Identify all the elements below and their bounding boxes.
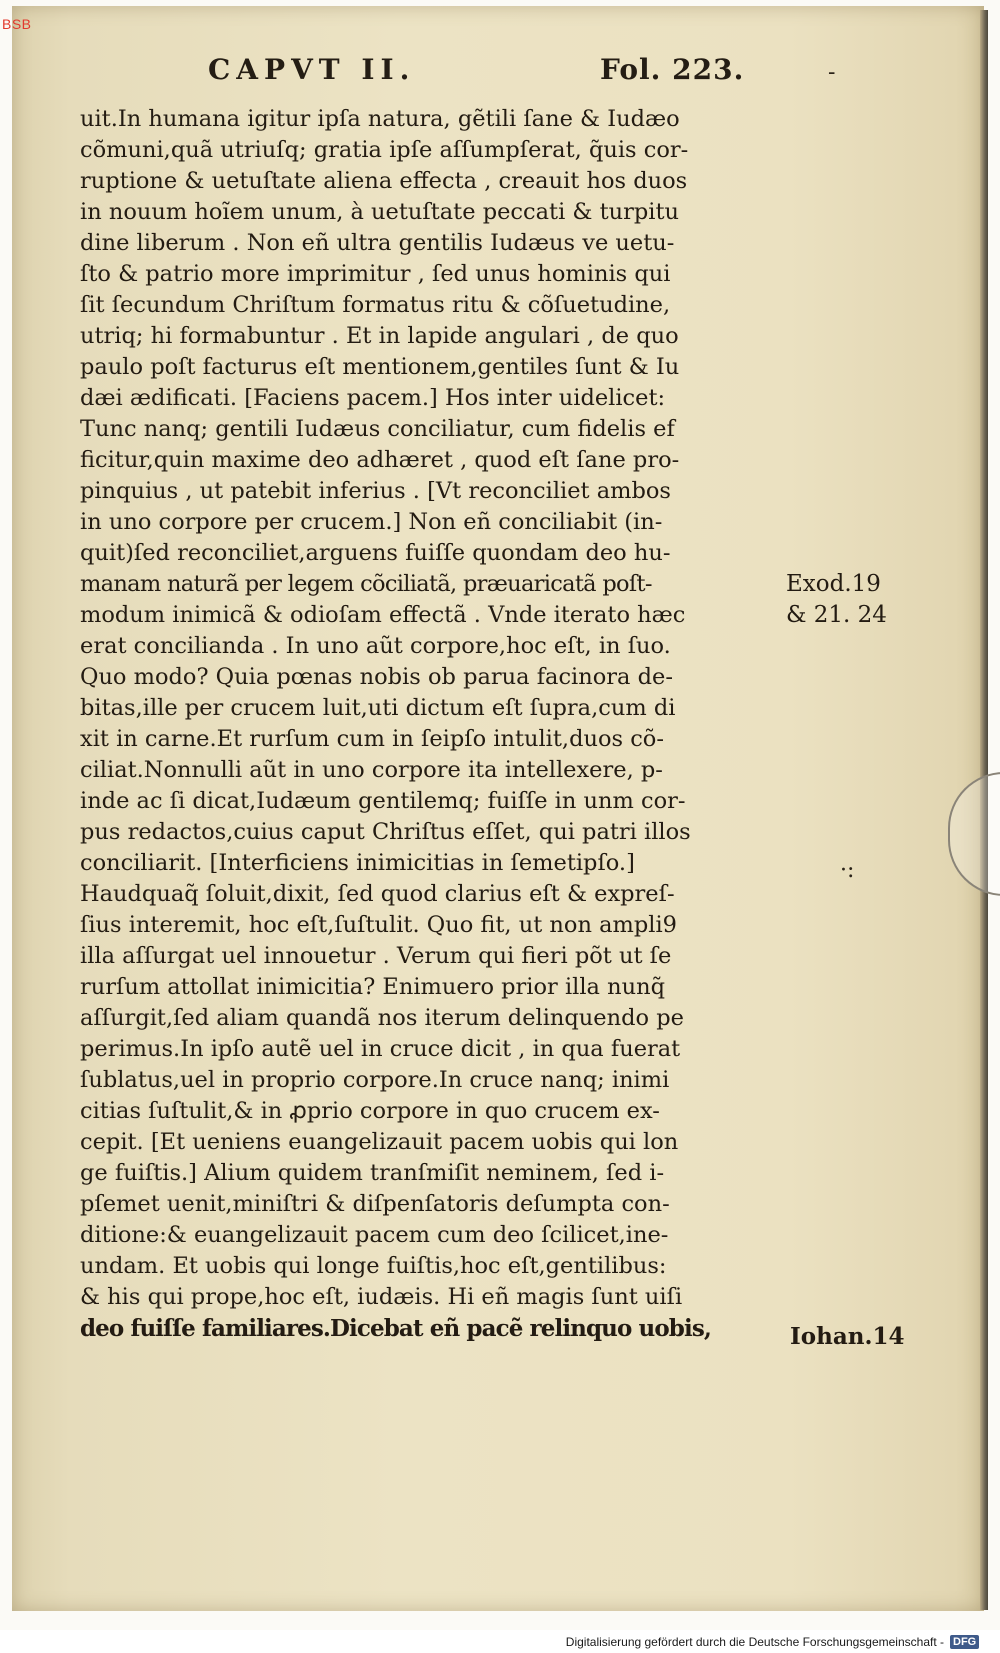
text-line: uit.In humana igitur ipſa natura, gẽtili ſane & Iudæo bbox=[80, 106, 680, 132]
text-line: Tunc nanq; gentili Iudæus conciliatur, cum fidelis ef bbox=[80, 416, 675, 442]
margin-note-exod: Exod.19 bbox=[786, 571, 881, 597]
chapter-heading: CAPVT II. bbox=[208, 53, 416, 86]
text-line: utriq; hi formabuntur . Et in lapide angulari , de quo bbox=[80, 323, 679, 349]
text-line: in nouum hoĩem unum, à uetuſtate peccati & turpitu bbox=[80, 199, 680, 225]
text-line: illa aſſurgat uel innouetur . Verum qui fieri põt ut ſe bbox=[80, 943, 672, 969]
text-line: ruptione & uetuſtate aliena effecta , creauit hos duos bbox=[80, 168, 688, 194]
text-line: cepit. [Et ueniens euangelizauit pacem uobis qui lon bbox=[80, 1129, 679, 1155]
margin-note-johan: Iohan.14 bbox=[790, 1323, 905, 1350]
text-line: deo fuiſſe familiares.Dicebat eñ pacẽ relinquo uobis, bbox=[80, 1315, 711, 1342]
text-line: citias ſuſtulit,& in ꝓprio corpore in quo crucem ex- bbox=[80, 1098, 660, 1124]
text-line: cõmuni,quã utriuſq; gratia ipſe aſſumpſerat, q̃uis cor- bbox=[80, 137, 689, 163]
text-line: ſublatus,uel in proprio corpore.In cruce nanq; inimi bbox=[80, 1067, 670, 1093]
text-line: pus redactos,cuius caput Chriſtus eſſet, qui patri illos bbox=[80, 819, 691, 845]
header-dash: - bbox=[828, 60, 836, 85]
text-line: bitas,ille per crucem luit,uti dictum eſt ſupra,cum di bbox=[80, 695, 676, 721]
text-line: ſius interemit, hoc eſt,ſuſtulit. Quo fit, ut non ampli9 bbox=[80, 912, 677, 938]
text-line: Haudquaq̃ ſoluit,dixit, ſed quod clarius eſt & expreſ- bbox=[80, 881, 675, 907]
text-line: paulo poſt facturus eſt mentionem,gentiles ſunt & Iu bbox=[80, 354, 680, 380]
text-line: in uno corpore per crucem.] Non eñ conciliabit (in- bbox=[80, 509, 663, 535]
text-line: undam. Et uobis qui longe fuiſtis,hoc eſt,gentilibus: bbox=[80, 1253, 667, 1279]
text-line: Quo modo? Quia pœnas nobis ob parua facinora de- bbox=[80, 664, 673, 690]
text-line: ditione:& euangelizauit pacem cum deo ſcilicet,ine- bbox=[80, 1222, 669, 1248]
text-line: modum inimicã & odioſam effectã . Vnde iterato hæc bbox=[80, 602, 686, 628]
text-line: pſemet uenit,miniſtri & diſpenſatoris deſumpta con- bbox=[80, 1191, 670, 1217]
footer-credit: Digitalisierung gefördert durch die Deutsche Forschungsgemeinschaft - bbox=[565, 1635, 944, 1649]
text-line: perimus.In ipſo autẽ uel in cruce dicit , in qua fuerat bbox=[80, 1036, 681, 1062]
text-line: manam naturã per legem cõciliatã, præuaricatã poſt- bbox=[80, 571, 652, 597]
text-line: erat concilianda . In uno aũt corpore,hoc eſt, in ſuo. bbox=[80, 633, 671, 659]
folio-number: Fol. 223. bbox=[600, 53, 745, 86]
text-line: dæi ædificati. [Faciens pacem.] Hos inter uidelicet: bbox=[80, 385, 666, 411]
body-text bbox=[80, 104, 780, 1344]
text-line: & his qui prope,hoc eſt, iudæis. Hi eñ magis ſunt uiſi bbox=[80, 1284, 683, 1310]
text-line: ficitur,quin maxime deo adhæret , quod eſt ſane pro- bbox=[80, 447, 680, 473]
running-header bbox=[208, 53, 748, 93]
text-line: ſit ſecundum Chriſtum formatus ritu & cõſuetudine, bbox=[80, 292, 671, 318]
text-line: rurſum attollat inimicitia? Enimuero prior illa nunq̃ bbox=[80, 974, 665, 1000]
dfg-logo: DFG bbox=[950, 1635, 979, 1649]
text-line: quit)ſed reconciliet,arguens fuiſſe quondam deo hu- bbox=[80, 540, 671, 566]
text-line: ciliat.Nonnulli aũt in uno corpore ita intellexere, p- bbox=[80, 757, 663, 783]
bsb-watermark: BSB bbox=[2, 16, 32, 32]
margin-note-exod-cont: & 21. 24 bbox=[786, 602, 887, 628]
text-line: xit in carne.Et rurſum cum in ſeipſo intulit,duos cõ- bbox=[80, 726, 664, 752]
text-line: conciliarit. [Interficiens inimicitias in ſemetipſo.] bbox=[80, 850, 635, 876]
text-line: aſſurgit,ſed aliam quandã nos iterum delinquendo pe bbox=[80, 1005, 684, 1031]
text-line: pinquius , ut patebit inferius . [Vt reconciliet ambos bbox=[80, 478, 671, 504]
text-line: ſto & patrio more imprimitur , ſed unus hominis qui bbox=[80, 261, 671, 287]
text-line: ge fuiſtis.] Alium quidem tranſmiſit neminem, ſed i- bbox=[80, 1160, 665, 1186]
margin-mark: ·: bbox=[840, 858, 855, 883]
text-line: dine liberum . Non eñ ultra gentilis Iudæus ve uetu- bbox=[80, 230, 675, 256]
text-line: inde ac ſi dicat,Iudæum gentilemq; fuiſſe in unm cor- bbox=[80, 788, 686, 814]
